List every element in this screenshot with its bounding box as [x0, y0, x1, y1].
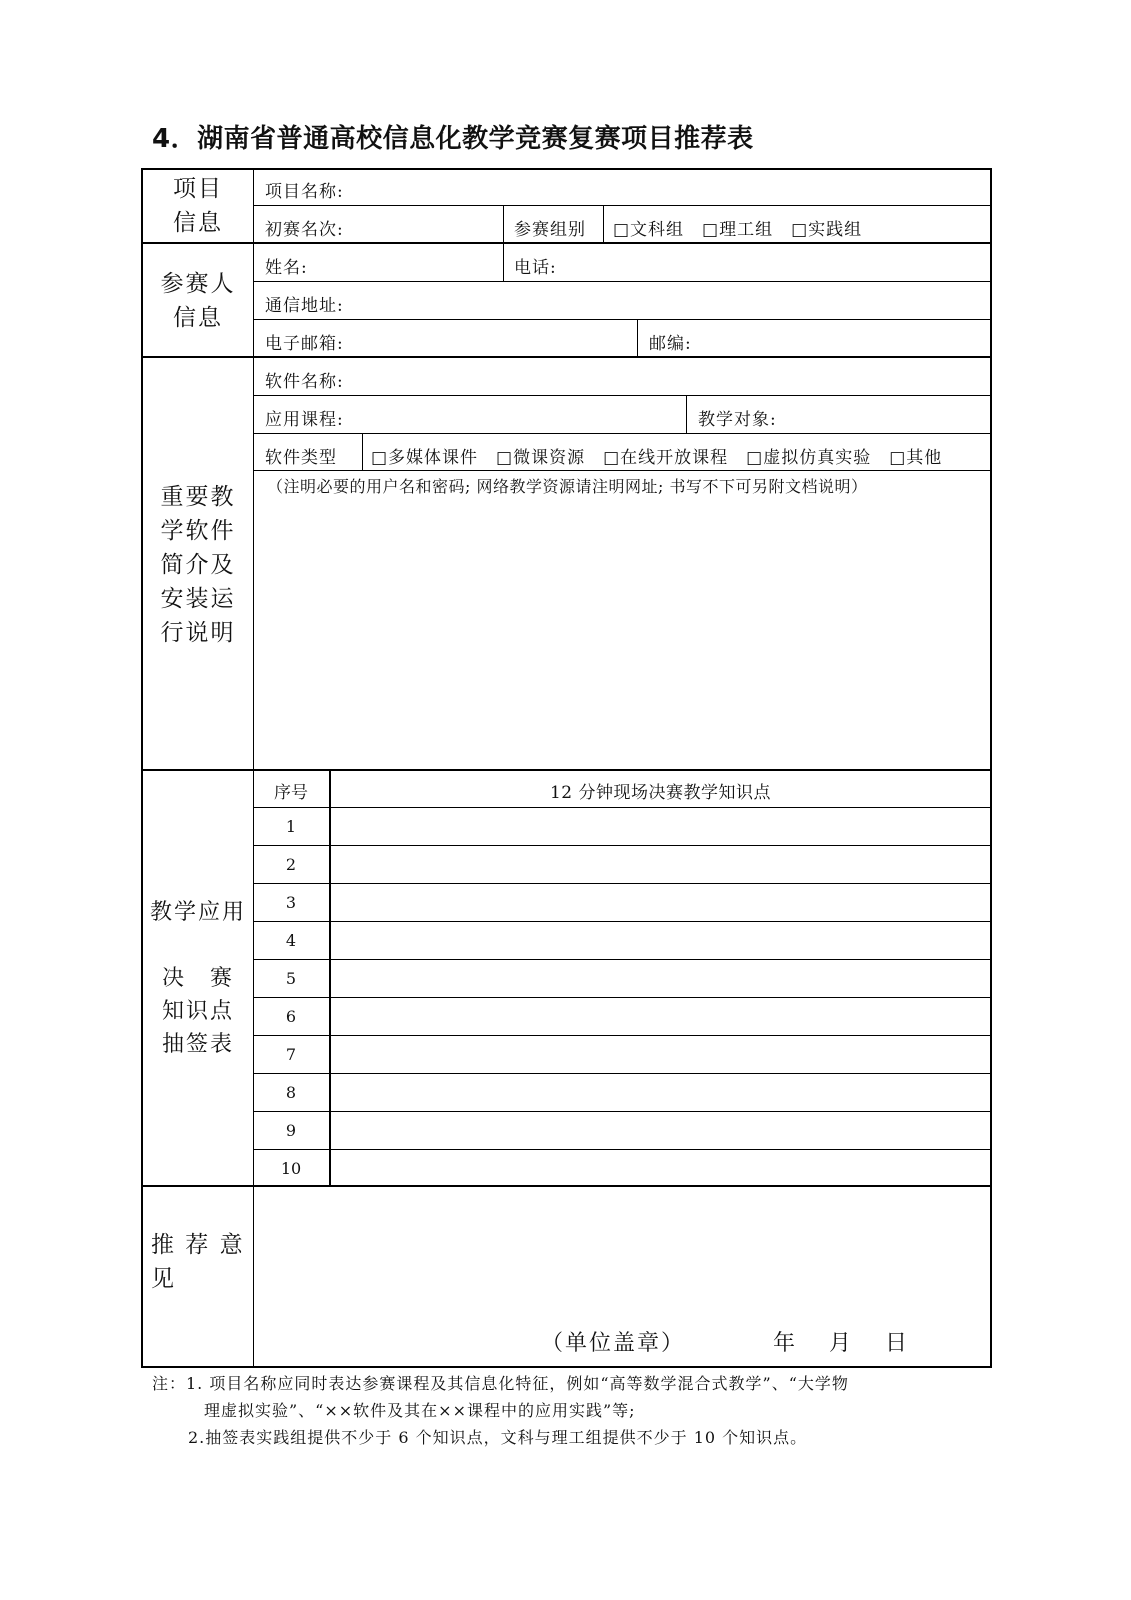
form-notes: [152, 1370, 992, 1451]
table-row-index: 7: [285, 1045, 297, 1064]
row-divider: [253, 845, 990, 846]
cell-divider: [503, 205, 504, 243]
postcode-label: 邮编:: [649, 334, 692, 354]
index-column-divider: [329, 770, 331, 1185]
group-label: 参赛组别: [514, 220, 586, 240]
cell-divider: [603, 205, 604, 243]
date-label: 年 月 日: [773, 1331, 914, 1356]
table-row-index: 4: [285, 931, 297, 950]
row-divider: [253, 959, 990, 960]
section-project-label: 项目 信息: [173, 176, 223, 236]
row-divider: [253, 205, 990, 206]
prelim-rank-label: 初赛名次:: [265, 220, 344, 240]
section-participant-label: 参赛人 信息: [160, 271, 236, 331]
note-line-3: 2.抽签表实践组提供不少于 6 个知识点，文科与理工组提供不少于 10 个知识点。: [188, 1428, 808, 1447]
seal-label: （单位盖章）: [541, 1331, 686, 1356]
table-row-index: 2: [285, 855, 297, 874]
note-line-2: 理虚拟实验”、“××软件及其在××课程中的应用实践”等;: [204, 1401, 636, 1420]
software-note: （注明必要的用户名和密码; 网络教学资源请注明网址; 书写不下可另附文档说明）: [267, 477, 868, 496]
table-row-index: 6: [285, 1007, 297, 1026]
cell-divider: [686, 395, 687, 433]
phone-label: 电话:: [514, 258, 557, 278]
cell-divider: [362, 433, 363, 471]
group-options: □文科组 □理工组 □实践组: [613, 220, 863, 240]
address-label: 通信地址:: [265, 296, 344, 316]
table-row-index: 8: [285, 1083, 297, 1102]
row-divider: [253, 470, 990, 471]
row-divider: [253, 1035, 990, 1036]
section-divider: [143, 769, 990, 771]
table-row-index: 1: [285, 817, 297, 836]
page-title: 4．湖南省普通高校信息化教学竞赛复赛项目推荐表: [152, 124, 754, 154]
software-type-options: □多媒体课件 □微课资源 □在线开放课程 □虚拟仿真实验 □其他: [371, 448, 943, 468]
index-column-header: 序号: [274, 783, 308, 803]
row-divider: [253, 281, 990, 282]
email-label: 电子邮箱:: [265, 334, 344, 354]
row-divider: [253, 807, 990, 808]
row-divider: [253, 319, 990, 320]
name-label: 姓名:: [265, 258, 308, 278]
row-divider: [253, 921, 990, 922]
recommendation-form: [141, 168, 992, 1368]
row-divider: [253, 1073, 990, 1074]
section-software-label: 重要教 学软件 简介及 安装运 行说明: [160, 484, 236, 646]
row-divider: [253, 997, 990, 998]
section-divider: [143, 356, 990, 358]
table-row-index: 9: [285, 1121, 297, 1140]
section-knowledge-label: 教学应用 决 赛 知识点 抽签表: [149, 900, 246, 1057]
course-label: 应用课程:: [265, 410, 344, 430]
table-row-index: 5: [285, 969, 297, 988]
row-divider: [253, 395, 990, 396]
points-column-header: 12 分钟现场决赛教学知识点: [549, 783, 772, 803]
software-type-label: 软件类型: [265, 448, 337, 468]
row-divider: [253, 433, 990, 434]
audience-label: 教学对象:: [698, 410, 777, 430]
row-divider: [253, 1111, 990, 1112]
note-line-1: 注：1. 项目名称应同时表达参赛课程及其信息化特征，例如“高等数学混合式教学”、“大学物: [152, 1374, 849, 1393]
section-divider: [143, 242, 990, 244]
section-recommend-label: 推 荐 意 见: [151, 1232, 245, 1292]
software-name-label: 软件名称:: [265, 372, 344, 392]
row-divider: [253, 1149, 990, 1150]
table-row-index: 10: [280, 1159, 302, 1178]
row-divider: [253, 883, 990, 884]
project-name-label: 项目名称:: [265, 182, 344, 202]
cell-divider: [637, 319, 638, 357]
cell-divider: [503, 243, 504, 281]
section-divider: [143, 1185, 990, 1187]
table-row-index: 3: [285, 893, 297, 912]
